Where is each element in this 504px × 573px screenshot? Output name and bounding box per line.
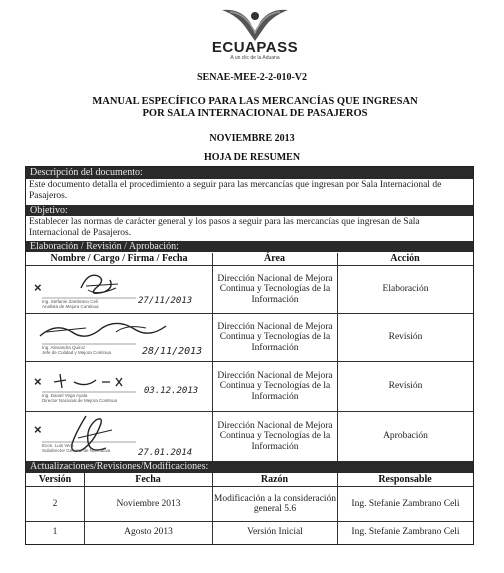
signature-block: [26, 412, 212, 461]
signer-details: Ing. Daniel Vega Ayala Director Nacional de Mejora Continua: [42, 393, 118, 403]
approval-date: 28/11/2013: [142, 346, 203, 357]
approval-area: Dirección Nacional de Mejora Continua y Tecnologías de la Información: [217, 321, 333, 353]
document-title-line2: POR SALA INTERNACIONAL DE PASAJEROS: [142, 108, 368, 119]
update-responsible: Ing. Stefanie Zambrano Celi: [351, 498, 460, 509]
updates-col-version: Versión: [38, 474, 72, 485]
approval-col-name: Nombre / Cargo / Firma / Fecha: [50, 253, 188, 264]
condor-emblem-icon: [220, 4, 290, 42]
approval-area: Dirección Nacional de Mejora Continua y Tecnologías de la Información: [217, 420, 333, 452]
approval-action: Aprobación: [383, 431, 428, 442]
signature-mark: ×: [34, 374, 42, 389]
logo-wordmark: ECUAPASS: [211, 39, 299, 56]
approval-header: Elaboración / Revisión / Aprobación:: [26, 241, 473, 252]
approval-date: 27.01.2014: [138, 448, 193, 458]
approval-date: 27/11/2013: [138, 296, 193, 306]
updates-col-reason: Razón: [260, 474, 289, 485]
approval-action: Revisión: [388, 332, 423, 343]
approval-action: Elaboración: [382, 284, 429, 295]
approval-area: Dirección Nacional de Mejora Continua y Tecnologías de la Información: [217, 273, 333, 305]
approval-col-action: Acción: [390, 253, 420, 264]
description-text: Este documento detalla el procedimiento a seguir para las mercancías que ingresan por Sala Internacional de Pasajeros.: [29, 180, 442, 201]
update-responsible: Ing. Stefanie Zambrano Celi: [351, 527, 460, 538]
update-reason: Versión Inicial: [247, 527, 303, 538]
document-title: [90, 96, 420, 120]
logo-tagline: A un clic de la Aduana: [230, 55, 280, 61]
signer-details: Ing. Stefanie Zambrano Celi Analista de Mejora Continua: [42, 299, 99, 309]
updates-col-responsible: Responsable: [378, 474, 432, 485]
summary-sheet-title: HOJA DE RESUMEN: [203, 152, 301, 163]
approval-area: Dirección Nacional de Mejora Continua y Tecnologías de la Información: [217, 370, 333, 402]
ecuapass-logo: [200, 4, 310, 66]
update-version: 1: [52, 527, 58, 538]
signature-block: [26, 362, 212, 411]
update-reason: Modificación a la consideración general 5.6: [213, 493, 337, 514]
document-code: SENAE-MEE-2-2-010-V2: [197, 72, 307, 83]
summary-table: [25, 166, 474, 545]
document-date: NOVIEMBRE 2013: [209, 133, 295, 144]
document-title-line1: MANUAL ESPECÍFICO PARA LAS MERCANCÍAS QUE INGRESAN: [92, 96, 418, 107]
objective-text: Establecer las normas de carácter general y los pasos a seguir para las mercancías que ingresan de Sala Internacional de Pasajeros.: [29, 217, 420, 238]
approval-date: 03.12.2013: [144, 386, 199, 396]
approval-col-area: Área: [264, 253, 285, 264]
signature-mark: ×: [34, 422, 42, 437]
approval-action: Revisión: [388, 381, 423, 392]
update-version: 2: [52, 498, 58, 509]
signer-details: Econ. Luis Vera Subdirector General de Normativa: [42, 443, 111, 453]
update-date: Noviembre 2013: [116, 498, 181, 509]
update-date: Agosto 2013: [124, 527, 173, 538]
updates-header: Actualizaciones/Revisiones/Modificaciones:: [26, 461, 473, 473]
signature-block: [26, 314, 212, 361]
signature-block: [26, 266, 212, 313]
description-header: Descripción del documento:: [26, 167, 473, 179]
updates-col-date: Fecha: [135, 474, 161, 485]
signature-mark: ×: [34, 280, 42, 295]
signer-details: Ing. Alexandra Quiroz Jefe de Calidad y Mejora Continua: [42, 345, 112, 355]
objective-header: Objetivo:: [26, 205, 473, 216]
